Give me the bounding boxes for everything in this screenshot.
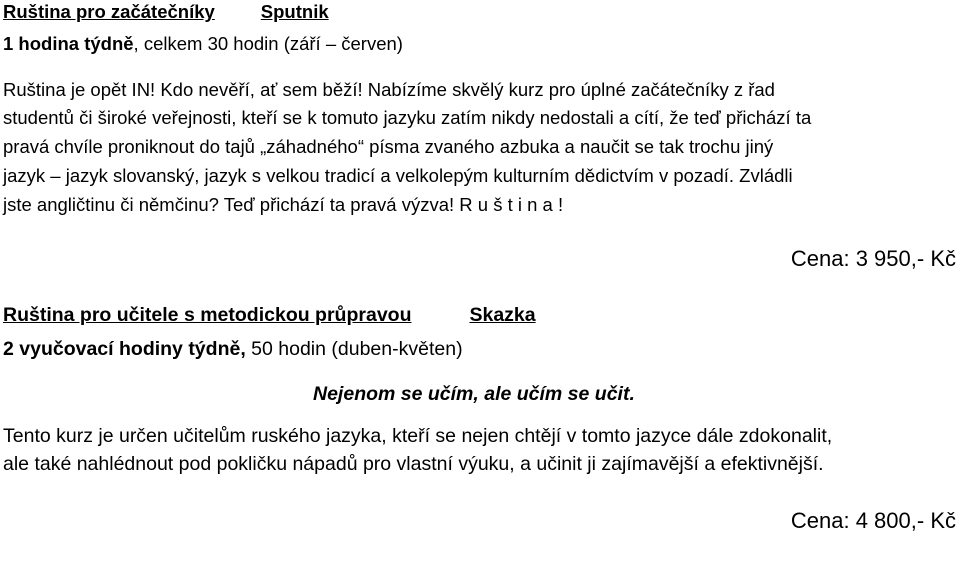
course-hours-bold: 2 vyučovací hodiny týdně, xyxy=(3,338,246,360)
course-hours xyxy=(3,32,403,56)
description-line: Ruština je opět IN! Kdo nevěří, ať sem běží! Nabízíme skvělý kurz pro úplné začátečníky z řad xyxy=(3,79,775,100)
course-hours-detail: , celkem 30 hodin (září – červen) xyxy=(133,33,403,54)
course-textbook: Skazka xyxy=(469,304,536,326)
description-line: Tento kurz je určen učitelům ruského jazyka, kteří se nejen chtějí v tomto jazyce dále zdokonalit, xyxy=(3,425,833,447)
course-title: Ruština pro učitele s metodickou průpravou xyxy=(3,304,412,326)
course-hours-detail: 50 hodin (duben-květen) xyxy=(245,338,463,360)
description-line: ale také nahlédnout pod pokličku nápadů pro vlastní výuku, a učinit ji zajímavější a efektivnější. xyxy=(3,453,824,475)
course-title: Ruština pro začátečníky xyxy=(3,1,215,22)
course-hours xyxy=(3,337,463,361)
course-motto: Nejenom se učím, ale učím se učit. xyxy=(313,383,635,405)
course-textbook: Sputnik xyxy=(260,1,329,22)
course-price: Cena: 4 800,- Kč xyxy=(790,508,956,533)
description-line: pravá chvíle proniknout do tajů „záhadného“ písma zvaného azbuka a naučit se tak trochu jiný xyxy=(3,136,774,157)
course-heading xyxy=(3,0,329,24)
description-line: jste angličtinu či němčinu? Teď přichází ta pravá výzva! R u š t i n a ! xyxy=(3,194,564,215)
course-hours-bold: 1 hodina týdně xyxy=(3,33,134,54)
description-line: jazyk – jazyk slovanský, jazyk s velkou tradicí a velkolepým kulturním dědictvím v pozadí. Zvládli xyxy=(3,165,793,186)
course-heading xyxy=(3,303,536,327)
course-price: Cena: 3 950,- Kč xyxy=(790,246,956,271)
description-line: studentů či široké veřejnosti, kteří se k tomuto jazyku zatím nikdy nedostali a cítí, že teď přichází ta xyxy=(3,107,812,128)
